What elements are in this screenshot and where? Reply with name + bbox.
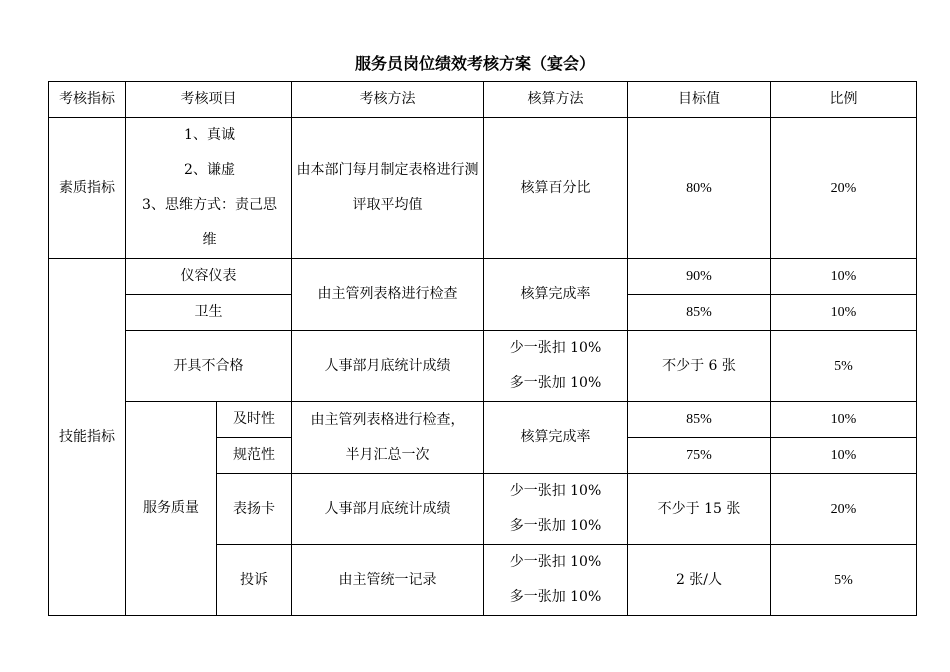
standard-item: 规范性	[217, 438, 292, 474]
calc-line: 少一张扣 10%	[509, 340, 602, 356]
header-target: 目标值	[628, 82, 771, 118]
invoice-ratio: 5%	[771, 331, 917, 402]
complaint-target: 2 张/人	[628, 545, 771, 616]
praise-calc	[484, 474, 628, 545]
calc-line: 多一张加 10%	[509, 518, 602, 534]
timeliness-item: 及时性	[217, 402, 292, 438]
invoice-item: 开具不合格	[126, 331, 292, 402]
complaint-method: 由主管统一记录	[292, 545, 484, 616]
quality-ratio: 20%	[771, 118, 917, 259]
service-check-method	[292, 402, 484, 474]
praise-ratio: 20%	[771, 474, 917, 545]
header-row	[49, 82, 917, 118]
timeliness-ratio: 10%	[771, 402, 917, 438]
quality-items	[126, 118, 292, 259]
calc-line: 多一张加 10%	[509, 375, 602, 391]
praise-target: 不少于 15 张	[628, 474, 771, 545]
standard-ratio: 10%	[771, 438, 917, 474]
quality-indicator: 素质指标	[49, 118, 126, 259]
service-quality-label: 服务质量	[126, 402, 217, 616]
inspect-method: 由主管列表格进行检查	[292, 259, 484, 331]
table-row-quality	[49, 118, 917, 259]
method-line: 半月汇总一次	[345, 446, 430, 463]
complaint-ratio: 5%	[771, 545, 917, 616]
table-row-appearance	[49, 259, 917, 295]
header-calc: 核算方法	[484, 82, 628, 118]
quality-calc: 核算百分比	[484, 118, 628, 259]
method-line: 由主管列表格进行检查，	[310, 411, 465, 428]
header-ratio: 比例	[771, 82, 917, 118]
invoice-method: 人事部月底统计成绩	[292, 331, 484, 402]
quality-item: 3、思维方式：责己思	[142, 197, 277, 213]
praise-item: 表扬卡	[217, 474, 292, 545]
timeliness-target: 85%	[628, 402, 771, 438]
calc-line: 少一张扣 10%	[509, 483, 602, 499]
calc-line: 少一张扣 10%	[509, 554, 602, 570]
assessment-table	[48, 81, 917, 616]
skill-indicator: 技能指标	[49, 259, 126, 616]
quality-method: 由本部门每月制定表格进行测评取平均值	[292, 118, 484, 259]
table-row-timeliness	[49, 402, 917, 438]
hygiene-ratio: 10%	[771, 295, 917, 331]
calc-line: 多一张加 10%	[509, 589, 602, 605]
praise-method: 人事部月底统计成绩	[292, 474, 484, 545]
table-row-invoice	[49, 331, 917, 402]
complaint-calc	[484, 545, 628, 616]
invoice-calc	[484, 331, 628, 402]
header-item: 考核项目	[126, 82, 292, 118]
hygiene-item: 卫生	[126, 295, 292, 331]
service-check-calc: 核算完成率	[484, 402, 628, 474]
quality-target: 80%	[628, 118, 771, 259]
hygiene-target: 85%	[628, 295, 771, 331]
invoice-target: 不少于 6 张	[628, 331, 771, 402]
inspect-calc: 核算完成率	[484, 259, 628, 331]
standard-target: 75%	[628, 438, 771, 474]
appearance-ratio: 10%	[771, 259, 917, 295]
appearance-target: 90%	[628, 259, 771, 295]
appearance-item: 仪容仪表	[126, 259, 292, 295]
complaint-item: 投诉	[217, 545, 292, 616]
quality-item: 维	[202, 232, 217, 248]
header-indicator: 考核指标	[49, 82, 126, 118]
quality-item: 2、谦虚	[184, 162, 235, 178]
page-title: 服务员岗位绩效考核方案（宴会）	[354, 54, 595, 73]
header-method: 考核方法	[292, 82, 484, 118]
quality-item: 1、真诚	[184, 127, 235, 143]
